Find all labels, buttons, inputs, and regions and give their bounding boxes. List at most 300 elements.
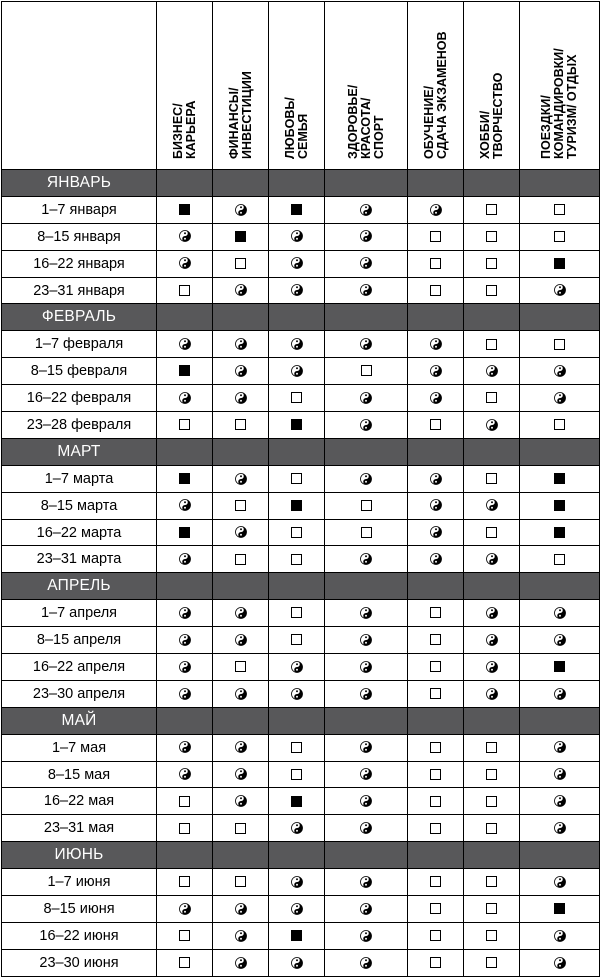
- forecast-cell-study-exams: [408, 627, 464, 654]
- yin-yang-icon: [360, 634, 372, 646]
- yin-yang-icon: [291, 257, 303, 269]
- month-row: [2, 170, 600, 197]
- month-band-cell: [520, 842, 600, 869]
- forecast-cell-travel-rest: [520, 896, 600, 923]
- yin-yang-icon: [291, 822, 303, 834]
- empty-square-icon: [430, 796, 441, 807]
- forecast-cell-finance-investment: [213, 546, 269, 573]
- column-header-love-family: [269, 2, 325, 170]
- table-row: [2, 492, 600, 519]
- month-name: МАРТ: [2, 438, 157, 465]
- forecast-cell-finance-investment: [213, 223, 269, 250]
- column-header-finance-investment: [213, 2, 269, 170]
- forecast-cell-love-family: [269, 385, 325, 412]
- forecast-cell-health-beauty-sport: [325, 546, 408, 573]
- forecast-cell-finance-investment: [213, 949, 269, 976]
- forecast-cell-business-career: [157, 358, 213, 385]
- yin-yang-icon: [554, 876, 566, 888]
- forecast-cell-health-beauty-sport: [325, 680, 408, 707]
- empty-square-icon: [486, 823, 497, 834]
- corner-cell: [2, 2, 157, 170]
- empty-square-icon: [291, 742, 302, 753]
- filled-square-icon: [554, 473, 565, 484]
- filled-square-icon: [291, 930, 302, 941]
- yin-yang-icon: [179, 688, 191, 700]
- yin-yang-icon: [291, 903, 303, 915]
- filled-square-icon: [554, 527, 565, 538]
- forecast-cell-love-family: [269, 223, 325, 250]
- forecast-cell-finance-investment: [213, 627, 269, 654]
- yin-yang-icon: [360, 661, 372, 673]
- month-band-cell: [157, 573, 213, 600]
- forecast-cell-hobby-creativity: [464, 250, 520, 277]
- month-band-cell: [213, 573, 269, 600]
- forecast-cell-travel-rest: [520, 734, 600, 761]
- table-row: [2, 869, 600, 896]
- date-range-label: 16–22 мая: [2, 788, 157, 815]
- filled-square-icon: [291, 204, 302, 215]
- empty-square-icon: [486, 339, 497, 350]
- table-row: [2, 896, 600, 923]
- forecast-cell-love-family: [269, 654, 325, 681]
- yin-yang-icon: [179, 338, 191, 350]
- forecast-cell-health-beauty-sport: [325, 627, 408, 654]
- yin-yang-icon: [430, 392, 442, 404]
- column-header-line: ОБУЧЕНИЕ/: [421, 85, 436, 159]
- table-row: [2, 546, 600, 573]
- forecast-cell-health-beauty-sport: [325, 331, 408, 358]
- forecast-cell-business-career: [157, 250, 213, 277]
- empty-square-icon: [486, 903, 497, 914]
- forecast-cell-love-family: [269, 922, 325, 949]
- forecast-cell-hobby-creativity: [464, 465, 520, 492]
- month-band-cell: [157, 707, 213, 734]
- forecast-cell-hobby-creativity: [464, 331, 520, 358]
- month-band-cell: [408, 573, 464, 600]
- filled-square-icon: [291, 796, 302, 807]
- forecast-cell-business-career: [157, 949, 213, 976]
- column-header-line: ИНВЕСТИЦИИ: [239, 71, 254, 159]
- month-band-cell: [269, 707, 325, 734]
- empty-square-icon: [554, 204, 565, 215]
- forecast-cell-business-career: [157, 196, 213, 223]
- forecast-cell-hobby-creativity: [464, 627, 520, 654]
- month-name: МАЙ: [2, 707, 157, 734]
- column-header-label: [284, 97, 310, 159]
- empty-square-icon: [235, 419, 246, 430]
- forecast-cell-business-career: [157, 223, 213, 250]
- forecast-cell-finance-investment: [213, 250, 269, 277]
- forecast-cell-health-beauty-sport: [325, 815, 408, 842]
- forecast-cell-finance-investment: [213, 680, 269, 707]
- date-range-label: 8–15 апреля: [2, 627, 157, 654]
- forecast-cell-travel-rest: [520, 546, 600, 573]
- month-band-cell: [520, 707, 600, 734]
- forecast-cell-health-beauty-sport: [325, 519, 408, 546]
- forecast-cell-health-beauty-sport: [325, 196, 408, 223]
- month-band-cell: [157, 438, 213, 465]
- forecast-cell-travel-rest: [520, 492, 600, 519]
- yin-yang-icon: [291, 957, 303, 969]
- month-band-cell: [520, 438, 600, 465]
- month-band-cell: [325, 573, 408, 600]
- yin-yang-icon: [554, 688, 566, 700]
- empty-square-icon: [430, 419, 441, 430]
- column-header-line: ТУРИЗМ/ ОТДЫХ: [565, 54, 579, 159]
- forecast-cell-finance-investment: [213, 922, 269, 949]
- column-header-line: КОМАНДИРОВКИ/: [552, 48, 566, 159]
- empty-square-icon: [291, 607, 302, 618]
- yin-yang-icon: [291, 338, 303, 350]
- yin-yang-icon: [554, 741, 566, 753]
- table-row: [2, 654, 600, 681]
- forecast-cell-finance-investment: [213, 331, 269, 358]
- month-band-cell: [325, 842, 408, 869]
- forecast-cell-finance-investment: [213, 465, 269, 492]
- yin-yang-icon: [554, 634, 566, 646]
- forecast-cell-love-family: [269, 492, 325, 519]
- month-band-cell: [408, 170, 464, 197]
- yin-yang-icon: [360, 607, 372, 619]
- forecast-cell-finance-investment: [213, 815, 269, 842]
- date-range-label: 8–15 февраля: [2, 358, 157, 385]
- forecast-cell-health-beauty-sport: [325, 734, 408, 761]
- forecast-cell-love-family: [269, 869, 325, 896]
- table-row: [2, 358, 600, 385]
- column-header-hobby-creativity: [464, 2, 520, 170]
- forecast-cell-love-family: [269, 250, 325, 277]
- forecast-cell-study-exams: [408, 546, 464, 573]
- forecast-cell-business-career: [157, 331, 213, 358]
- forecast-cell-love-family: [269, 196, 325, 223]
- month-band-cell: [213, 170, 269, 197]
- month-row: [2, 438, 600, 465]
- yin-yang-icon: [360, 930, 372, 942]
- forecast-cell-travel-rest: [520, 331, 600, 358]
- forecast-cell-hobby-creativity: [464, 492, 520, 519]
- header-row: [2, 2, 600, 170]
- forecast-cell-business-career: [157, 385, 213, 412]
- yin-yang-icon: [291, 365, 303, 377]
- table-row: [2, 277, 600, 304]
- forecast-cell-hobby-creativity: [464, 949, 520, 976]
- date-range-label: 23–30 апреля: [2, 680, 157, 707]
- forecast-cell-study-exams: [408, 277, 464, 304]
- month-row: [2, 707, 600, 734]
- empty-square-icon: [430, 742, 441, 753]
- empty-square-icon: [486, 930, 497, 941]
- forecast-cell-love-family: [269, 519, 325, 546]
- forecast-cell-hobby-creativity: [464, 358, 520, 385]
- month-band-cell: [269, 438, 325, 465]
- forecast-cell-travel-rest: [520, 465, 600, 492]
- forecast-cell-study-exams: [408, 412, 464, 439]
- forecast-cell-study-exams: [408, 734, 464, 761]
- yin-yang-icon: [486, 365, 498, 377]
- column-header-line: БИЗНЕС/: [170, 103, 185, 159]
- forecast-cell-travel-rest: [520, 680, 600, 707]
- month-band-cell: [464, 842, 520, 869]
- column-header-line: КАРЬЕРА: [183, 100, 198, 159]
- yin-yang-icon: [554, 957, 566, 969]
- date-range-label: 8–15 июня: [2, 896, 157, 923]
- month-band-cell: [464, 573, 520, 600]
- date-range-label: 8–15 марта: [2, 492, 157, 519]
- column-header-line: КРАСОТА/: [358, 97, 373, 159]
- forecast-cell-study-exams: [408, 761, 464, 788]
- forecast-cell-health-beauty-sport: [325, 385, 408, 412]
- forecast-cell-travel-rest: [520, 869, 600, 896]
- forecast-cell-finance-investment: [213, 196, 269, 223]
- month-band-cell: [464, 170, 520, 197]
- yin-yang-icon: [179, 553, 191, 565]
- date-range-label: 1–7 марта: [2, 465, 157, 492]
- forecast-cell-study-exams: [408, 949, 464, 976]
- forecast-cell-travel-rest: [520, 949, 600, 976]
- table-row: [2, 223, 600, 250]
- column-header-line: СДАЧА ЭКЗАМЕНОВ: [434, 31, 449, 159]
- filled-square-icon: [179, 473, 190, 484]
- column-header-line: ТВОРЧЕСТВО: [490, 72, 505, 159]
- forecast-cell-study-exams: [408, 331, 464, 358]
- forecast-cell-travel-rest: [520, 385, 600, 412]
- yin-yang-icon: [235, 392, 247, 404]
- month-name: ФЕВРАЛЬ: [2, 304, 157, 331]
- forecast-cell-study-exams: [408, 896, 464, 923]
- forecast-cell-health-beauty-sport: [325, 277, 408, 304]
- forecast-cell-hobby-creativity: [464, 223, 520, 250]
- forecast-cell-health-beauty-sport: [325, 600, 408, 627]
- forecast-cell-hobby-creativity: [464, 519, 520, 546]
- month-row: [2, 304, 600, 331]
- empty-square-icon: [430, 930, 441, 941]
- column-header-line: ХОББИ/: [477, 110, 492, 159]
- date-range-label: 16–22 февраля: [2, 385, 157, 412]
- date-range-label: 16–22 января: [2, 250, 157, 277]
- forecast-cell-love-family: [269, 412, 325, 439]
- empty-square-icon: [486, 957, 497, 968]
- yin-yang-icon: [360, 473, 372, 485]
- yin-yang-icon: [486, 607, 498, 619]
- empty-square-icon: [430, 285, 441, 296]
- yin-yang-icon: [486, 499, 498, 511]
- table-row: [2, 922, 600, 949]
- table-row: [2, 331, 600, 358]
- empty-square-icon: [179, 823, 190, 834]
- empty-square-icon: [486, 473, 497, 484]
- month-band-cell: [464, 304, 520, 331]
- yin-yang-icon: [360, 876, 372, 888]
- empty-square-icon: [486, 392, 497, 403]
- yin-yang-icon: [179, 499, 191, 511]
- empty-square-icon: [361, 500, 372, 511]
- forecast-cell-study-exams: [408, 358, 464, 385]
- empty-square-icon: [554, 339, 565, 350]
- column-header-line: ЛЮБОВЬ/: [282, 97, 297, 159]
- column-header-business-career: [157, 2, 213, 170]
- yin-yang-icon: [235, 204, 247, 216]
- forecast-cell-finance-investment: [213, 412, 269, 439]
- empty-square-icon: [179, 957, 190, 968]
- yin-yang-icon: [360, 688, 372, 700]
- month-band-cell: [213, 304, 269, 331]
- yin-yang-icon: [360, 553, 372, 565]
- table-row: [2, 600, 600, 627]
- forecast-cell-business-career: [157, 761, 213, 788]
- date-range-label: 23–31 мая: [2, 815, 157, 842]
- filled-square-icon: [554, 903, 565, 914]
- forecast-cell-hobby-creativity: [464, 680, 520, 707]
- yin-yang-icon: [554, 822, 566, 834]
- date-range-label: 1–7 июня: [2, 869, 157, 896]
- date-range-label: 23–31 января: [2, 277, 157, 304]
- forecast-cell-travel-rest: [520, 815, 600, 842]
- forecast-cell-study-exams: [408, 492, 464, 519]
- forecast-cell-love-family: [269, 465, 325, 492]
- forecast-cell-business-career: [157, 734, 213, 761]
- forecast-cell-study-exams: [408, 600, 464, 627]
- month-band-cell: [213, 438, 269, 465]
- forecast-cell-study-exams: [408, 385, 464, 412]
- yin-yang-icon: [360, 257, 372, 269]
- empty-square-icon: [361, 365, 372, 376]
- column-header-label: [423, 32, 449, 160]
- filled-square-icon: [235, 231, 246, 242]
- forecast-cell-travel-rest: [520, 277, 600, 304]
- forecast-cell-travel-rest: [520, 223, 600, 250]
- yin-yang-icon: [179, 257, 191, 269]
- empty-square-icon: [291, 392, 302, 403]
- yin-yang-icon: [179, 903, 191, 915]
- month-name: АПРЕЛЬ: [2, 573, 157, 600]
- empty-square-icon: [235, 661, 246, 672]
- yin-yang-icon: [291, 284, 303, 296]
- yin-yang-icon: [179, 607, 191, 619]
- filled-square-icon: [554, 661, 565, 672]
- month-row: [2, 573, 600, 600]
- forecast-cell-study-exams: [408, 465, 464, 492]
- month-band-cell: [157, 304, 213, 331]
- empty-square-icon: [554, 554, 565, 565]
- empty-square-icon: [430, 634, 441, 645]
- forecast-cell-travel-rest: [520, 654, 600, 681]
- yin-yang-icon: [360, 338, 372, 350]
- month-band-cell: [325, 438, 408, 465]
- forecast-cell-hobby-creativity: [464, 761, 520, 788]
- column-header-study-exams: [408, 2, 464, 170]
- date-range-label: 1–7 апреля: [2, 600, 157, 627]
- forecast-cell-finance-investment: [213, 492, 269, 519]
- month-name: ИЮНЬ: [2, 842, 157, 869]
- month-band-cell: [520, 304, 600, 331]
- empty-square-icon: [430, 823, 441, 834]
- yin-yang-icon: [430, 473, 442, 485]
- date-range-label: 8–15 мая: [2, 761, 157, 788]
- date-range-label: 8–15 января: [2, 223, 157, 250]
- table-row: [2, 385, 600, 412]
- forecast-cell-love-family: [269, 788, 325, 815]
- empty-square-icon: [486, 285, 497, 296]
- forecast-cell-hobby-creativity: [464, 385, 520, 412]
- forecast-cell-business-career: [157, 519, 213, 546]
- yin-yang-icon: [554, 365, 566, 377]
- forecast-cell-business-career: [157, 600, 213, 627]
- yin-yang-icon: [430, 553, 442, 565]
- forecast-cell-finance-investment: [213, 277, 269, 304]
- date-range-label: 16–22 марта: [2, 519, 157, 546]
- empty-square-icon: [235, 500, 246, 511]
- month-band-cell: [157, 170, 213, 197]
- forecast-cell-business-career: [157, 412, 213, 439]
- yin-yang-icon: [179, 392, 191, 404]
- forecast-cell-finance-investment: [213, 519, 269, 546]
- yin-yang-icon: [235, 795, 247, 807]
- empty-square-icon: [554, 419, 565, 430]
- yin-yang-icon: [235, 768, 247, 780]
- yin-yang-icon: [554, 392, 566, 404]
- empty-square-icon: [486, 258, 497, 269]
- forecast-cell-study-exams: [408, 815, 464, 842]
- filled-square-icon: [554, 258, 565, 269]
- column-header-label: [228, 71, 254, 159]
- date-range-label: 23–30 июня: [2, 949, 157, 976]
- column-header-label: [479, 73, 505, 159]
- yin-yang-icon: [235, 741, 247, 753]
- forecast-cell-hobby-creativity: [464, 922, 520, 949]
- column-header-line: ПОЕЗДКИ/: [539, 95, 553, 159]
- forecast-cell-travel-rest: [520, 412, 600, 439]
- yin-yang-icon: [235, 607, 247, 619]
- empty-square-icon: [291, 554, 302, 565]
- column-header-line: СЕМЬЯ: [295, 113, 310, 159]
- table-row: [2, 519, 600, 546]
- column-header-line: ФИНАНСЫ/: [226, 87, 241, 159]
- empty-square-icon: [179, 930, 190, 941]
- empty-square-icon: [291, 527, 302, 538]
- forecast-cell-hobby-creativity: [464, 734, 520, 761]
- date-range-label: 16–22 апреля: [2, 654, 157, 681]
- date-range-label: 1–7 мая: [2, 734, 157, 761]
- forecast-cell-love-family: [269, 277, 325, 304]
- empty-square-icon: [486, 796, 497, 807]
- yin-yang-icon: [235, 284, 247, 296]
- forecast-cell-business-career: [157, 922, 213, 949]
- empty-square-icon: [430, 607, 441, 618]
- forecast-cell-love-family: [269, 546, 325, 573]
- yin-yang-icon: [360, 741, 372, 753]
- forecast-cell-travel-rest: [520, 788, 600, 815]
- forecast-cell-business-career: [157, 627, 213, 654]
- yin-yang-icon: [179, 230, 191, 242]
- column-header-health-beauty-sport: [325, 2, 408, 170]
- column-header-label: [347, 85, 386, 159]
- month-band-cell: [325, 170, 408, 197]
- empty-square-icon: [554, 231, 565, 242]
- yin-yang-icon: [360, 795, 372, 807]
- yin-yang-icon: [360, 957, 372, 969]
- yin-yang-icon: [235, 365, 247, 377]
- forecast-cell-study-exams: [408, 788, 464, 815]
- column-header-label: [172, 100, 198, 159]
- date-range-label: 23–28 февраля: [2, 412, 157, 439]
- yin-yang-icon: [430, 204, 442, 216]
- forecast-cell-study-exams: [408, 250, 464, 277]
- month-row: [2, 842, 600, 869]
- empty-square-icon: [486, 876, 497, 887]
- forecast-cell-hobby-creativity: [464, 600, 520, 627]
- forecast-cell-business-career: [157, 869, 213, 896]
- forecast-cell-business-career: [157, 465, 213, 492]
